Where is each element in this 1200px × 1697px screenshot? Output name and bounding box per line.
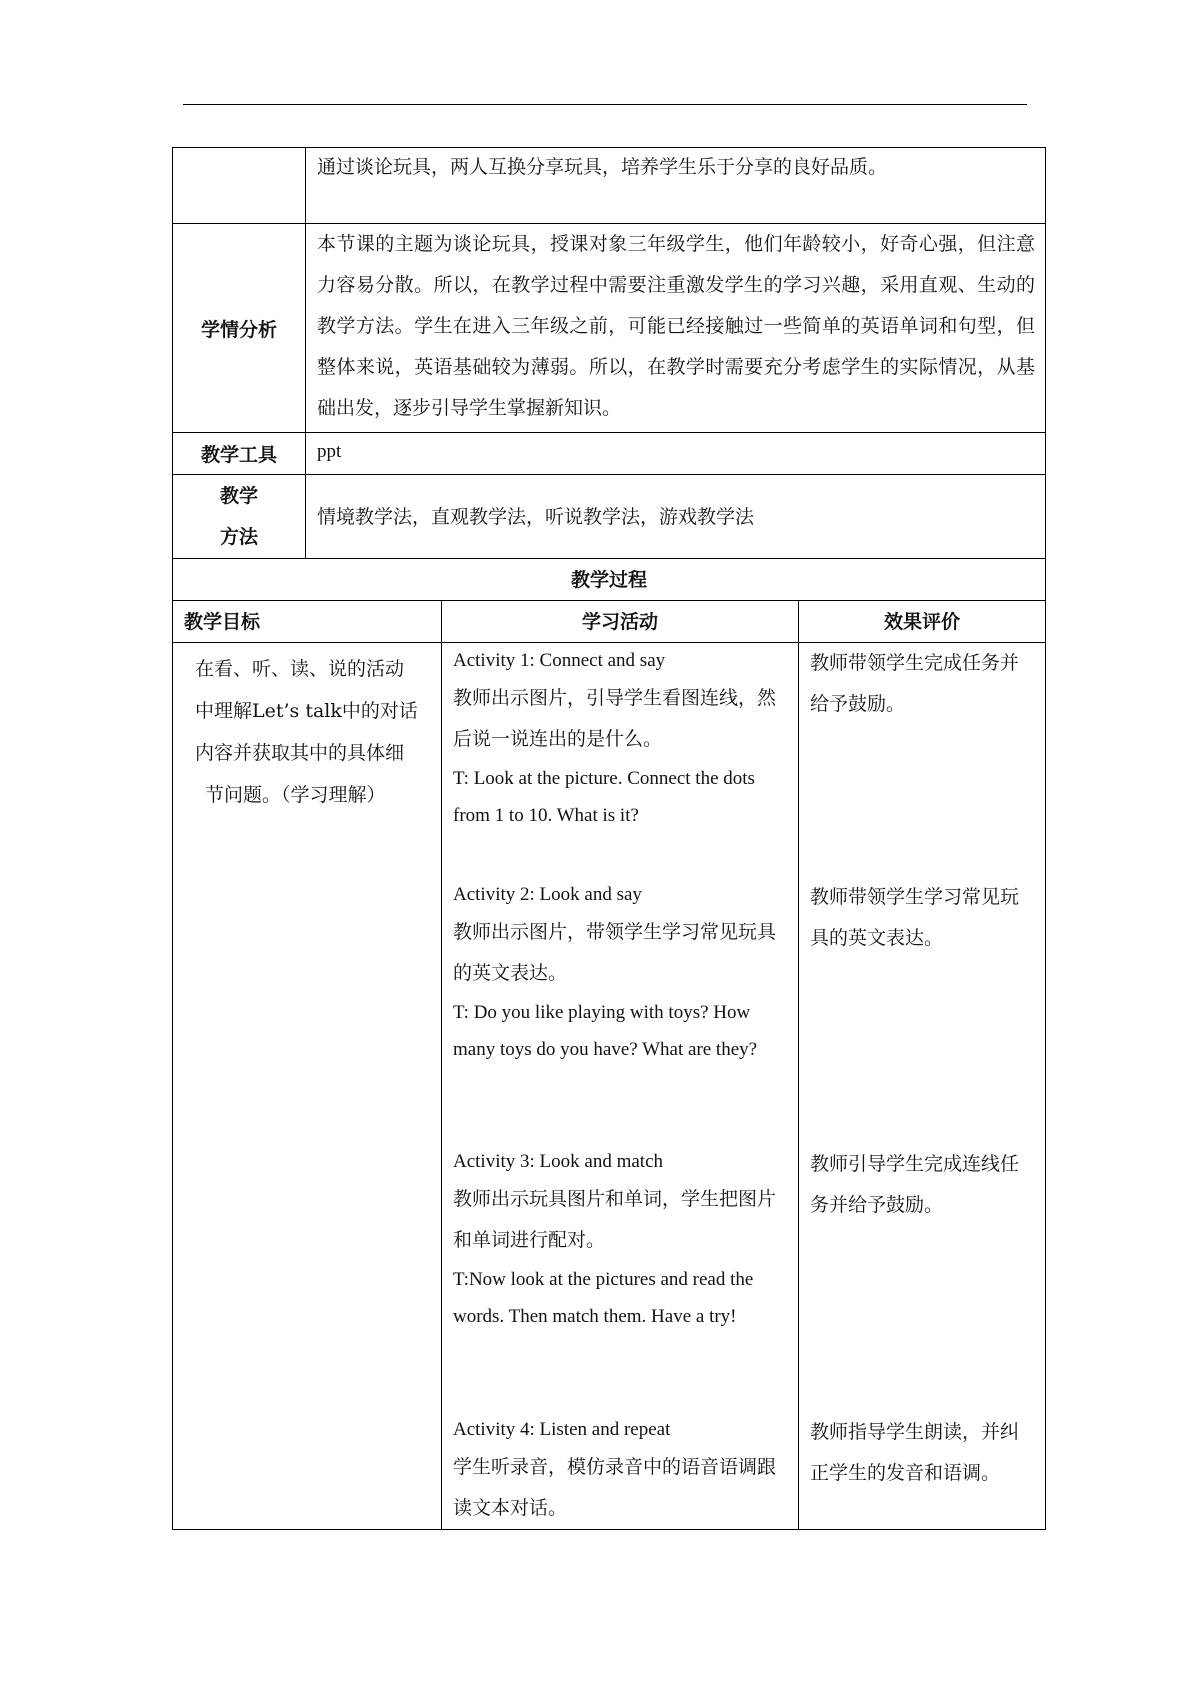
activity-2-teacher-line: T: Do you like playing with toys? How many toys do you have? What are they? xyxy=(453,1002,758,1060)
tools-label: 教学工具 xyxy=(173,433,306,475)
activity-4-description: 学生听录音，模仿录音中的语音语调跟读文本对话。 xyxy=(453,1456,777,1519)
activity-3-description: 教师出示玩具图片和单词，学生把图片和单词进行配对。 xyxy=(453,1188,777,1251)
activity-4-title: Activity 4: Listen and repeat xyxy=(453,1419,671,1440)
activity-column-header: 学习活动 xyxy=(442,601,799,643)
activity-1-description: 教师出示图片，引导学生看图连线，然后说一说连出的是什么。 xyxy=(453,687,777,750)
process-title-row xyxy=(173,559,1046,601)
tools-value: ppt xyxy=(306,433,1046,475)
student-analysis-text: 本节课的主题为谈论玩具，授课对象三年级学生，他们年龄较小，好奇心强，但注意力容易分散。所以，在教学过程中需要注重激发学生的学习兴趣，采用直观、生动的教学方法。学生在进入三年级之前，可能已经接触过一些简单的英语单词和句型，但整体来说，英语基础较为薄弱。所以，在教学时需要充分考虑学生的实际情况，从基础出发，逐步引导学生掌握新知识。 xyxy=(306,224,1046,433)
goal-cell xyxy=(173,643,442,1530)
process-header-row xyxy=(173,601,1046,643)
evaluation-1: 教师带领学生完成任务并给予鼓励。 xyxy=(810,652,1020,715)
activity-2-title: Activity 2: Look and say xyxy=(453,884,642,905)
activity-4 xyxy=(453,1412,788,1529)
activity-1-teacher-line: T: Look at the picture. Connect the dots from 1 to 10. What is it? xyxy=(453,768,755,826)
goal-line-3: 内容并获取其中的具体细 xyxy=(195,742,405,764)
evaluation-cell xyxy=(799,643,1046,1530)
activity-3-teacher-line: T:Now look at the pictures and read the words. Then match them. Have a try! xyxy=(453,1269,754,1327)
moral-goal-text: 通过谈论玩具，两人互换分享玩具，培养学生乐于分享的良好品质。 xyxy=(306,148,1046,224)
process-title: 教学过程 xyxy=(173,559,1046,601)
goal-line-4: 节问题。（学习理解） xyxy=(205,784,386,806)
header-rule xyxy=(183,104,1027,105)
student-analysis-row xyxy=(173,224,1046,433)
activity-3-title: Activity 3: Look and match xyxy=(453,1151,664,1172)
activity-2-description: 教师出示图片，带领学生学习常见玩具的英文表达。 xyxy=(453,921,777,984)
goal-line-2: 中理解Let’s talk中的对话 xyxy=(195,700,418,722)
process-body-row xyxy=(173,643,1046,1530)
evaluation-4: 教师指导学生朗读，并纠正学生的发音和语调。 xyxy=(810,1421,1020,1484)
methods-row xyxy=(173,475,1046,559)
moral-goal-label-cell xyxy=(173,148,306,224)
methods-value: 情境教学法，直观教学法，听说教学法，游戏教学法 xyxy=(306,475,1046,559)
student-analysis-label: 学情分析 xyxy=(173,224,306,433)
activity-1-title: Activity 1: Connect and say xyxy=(453,650,666,671)
goal-column-header: 教学目标 xyxy=(173,601,442,643)
methods-label-line1: 教学 xyxy=(219,484,258,507)
methods-label-line2: 方法 xyxy=(219,525,258,548)
moral-goal-row xyxy=(173,148,1046,224)
activity-1 xyxy=(453,643,788,877)
methods-label xyxy=(173,475,306,559)
evaluation-2: 教师带领学生学习常见玩具的英文表达。 xyxy=(810,886,1020,949)
lesson-plan-table xyxy=(172,147,1046,1530)
activity-cell xyxy=(442,643,799,1530)
evaluation-3: 教师引导学生完成连线任务并给予鼓励。 xyxy=(810,1153,1020,1216)
evaluation-column-header: 效果评价 xyxy=(799,601,1046,643)
activity-3 xyxy=(453,1144,788,1412)
goal-line-1: 在看、听、读、说的活动 xyxy=(195,658,405,680)
tools-row xyxy=(173,433,1046,475)
activity-2 xyxy=(453,877,788,1144)
